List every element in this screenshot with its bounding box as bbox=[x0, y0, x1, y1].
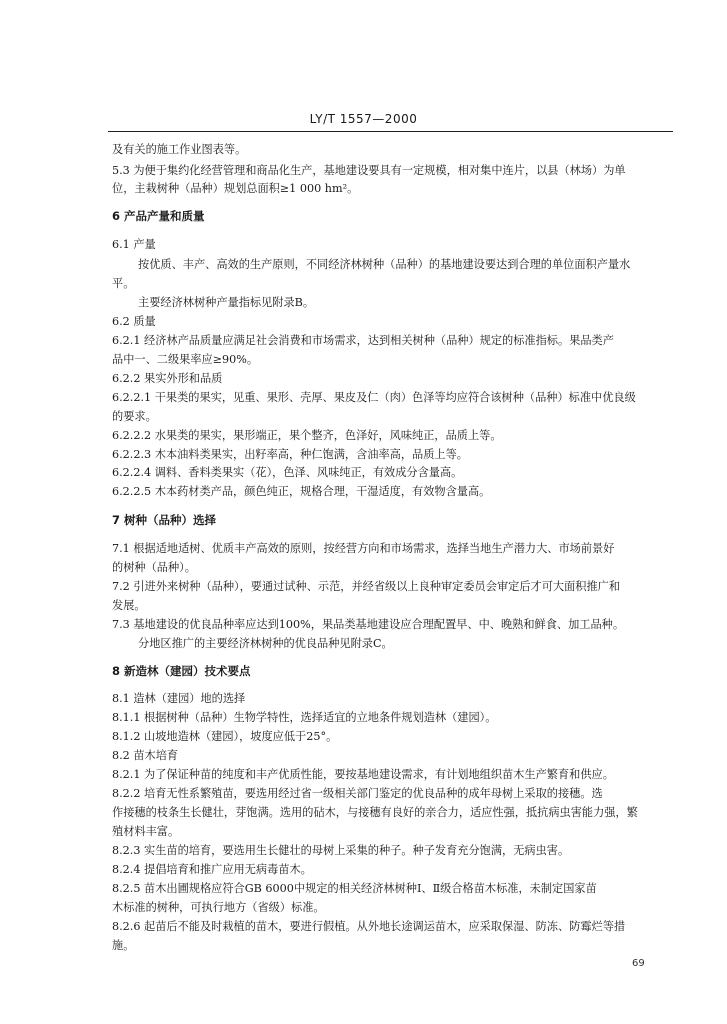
subsection-heading: 6.1 产量 bbox=[112, 238, 156, 251]
text-line: 木标准的树种，可执行地方（省级）标准。 bbox=[112, 901, 325, 914]
text-line: 平。 bbox=[112, 277, 135, 290]
text-line: 作接穗的枝条生长健壮，芽饱满。选用的砧木，与接穗有良好的亲合力，适应性强，抵抗病虫害能力强，繁 bbox=[112, 806, 638, 819]
section-heading: 8 新造林（建园）技术要点 bbox=[112, 664, 251, 678]
text-line: 分地区推广的主要经济林树种的优良品种见附录C。 bbox=[138, 637, 393, 650]
clause-6-2-2-5: 6.2.2.5 木本药材类产品，颜色纯正，规格合理，干湿适度，有效物含量高。 bbox=[112, 485, 491, 498]
clause-5-3: 5.3 为便于集约化经营管理和商品化生产，基地建设要具有一定规模，相对集中连片，以县（林场）为单 bbox=[112, 164, 626, 177]
text-line: 按优质、丰产、高效的生产原则，不同经济林树种（品种）的基地建设要达到合理的单位面积产量水 bbox=[138, 258, 631, 271]
clause-8-1-1: 8.1.1 根据树种（品种）生物学特性，选择适宜的立地条件规划造林（建园）。 bbox=[112, 711, 497, 724]
text-line: 的树种（品种）。 bbox=[112, 561, 196, 574]
clause-6-2-1: 6.2.1 经济林产品质量应满足社会消费和市场需求，达到相关树种（品种）规定的标准指标。果品类产 bbox=[112, 334, 614, 347]
clause-6-2-2-1: 6.2.2.1 干果类的果实，见重、果形、壳厚、果皮及仁（肉）色泽等均应符合该树种（品种）标准中优良级 bbox=[112, 391, 636, 404]
clause-6-2-2-3: 6.2.2.3 木本油料类果实，出籽率高，种仁饱满，含油率高，品质上等。 bbox=[112, 448, 468, 461]
subsection-heading: 8.2 苗木培育 bbox=[112, 749, 179, 762]
text-line: 施。 bbox=[112, 939, 135, 952]
clause-8-2-4: 8.2.4 提倡培育和推广应用无病毒苗木。 bbox=[112, 863, 312, 876]
subsection-heading: 6.2 质量 bbox=[112, 315, 156, 328]
clause-7-2: 7.2 引进外来树种（品种），要通过试种、示范，并经省级以上良种审定委员会审定后才可大面积推广和 bbox=[112, 580, 621, 593]
clause-8-1-2: 8.1.2 山坡地造林（建园），坡度应低于25°。 bbox=[112, 730, 338, 743]
text-line: 主要经济林树种产量指标见附录B。 bbox=[138, 296, 315, 309]
section-heading: 6 产品产量和质量 bbox=[112, 209, 205, 223]
clause-8-2-1: 8.2.1 为了保证种苗的纯度和丰产优质性能，要按基地建设需求，有计划地组织苗木生产繁育和供应。 bbox=[112, 768, 614, 781]
clause-8-2-3: 8.2.3 实生苗的培育，要选用生长健壮的母树上采集的种子。种子发育充分饱满，无病虫害。 bbox=[112, 844, 570, 857]
text-line: 及有关的施工作业图表等。 bbox=[112, 143, 247, 156]
subsection-heading: 8.1 造林（建园）地的选择 bbox=[112, 692, 246, 705]
section-heading: 7 树种（品种）选择 bbox=[112, 513, 217, 527]
clause-8-2-2: 8.2.2 培育无性系繁殖苗，要选用经过省一级相关部门鉴定的优良品种的成年母树上采取的接穗。选 bbox=[112, 787, 603, 800]
text-line: 位，主栽树种（品种）规划总面积≥1 000 hm²。 bbox=[112, 182, 359, 195]
standard-number: LY/T 1557—2000 bbox=[309, 112, 418, 126]
clause-7-3: 7.3 基地建设的优良品种率应达到100%，果品类基地建设应合理配置早、中、晚熟和鲜食、加工品种。 bbox=[112, 618, 625, 631]
text-line: 品中一、二级果率应≥90%。 bbox=[112, 353, 259, 366]
clause-7-1: 7.1 根据适地适树、优质丰产高效的原则，按经营方向和市场需求，选择当地生产潜力大、市场前景好 bbox=[112, 542, 615, 555]
clause-6-2-2: 6.2.2 果实外形和品质 bbox=[112, 372, 223, 385]
clause-6-2-2-4: 6.2.2.4 调料、香料类果实（花），色泽、风味纯正，有效成分含量高。 bbox=[112, 466, 463, 479]
clause-8-2-6: 8.2.6 起苗后不能及时栽植的苗木，要进行假植。从外地长途调运苗木，应采取保湿、防冻、防霉烂等措 bbox=[112, 920, 626, 933]
clause-6-2-2-2: 6.2.2.2 水果类的果实，果形端正，果个整齐，色泽好，风味纯正，品质上等。 bbox=[112, 429, 502, 442]
text-line: 殖材料丰富。 bbox=[112, 825, 180, 838]
page-number: 69 bbox=[632, 958, 645, 969]
text-line: 发展。 bbox=[112, 599, 146, 612]
text-line: 的要求。 bbox=[112, 410, 157, 423]
clause-8-2-5: 8.2.5 苗木出圃规格应符合GB 6000中规定的相关经济林树种Ⅰ、Ⅱ级合格苗木标准，未制定国家苗 bbox=[112, 882, 597, 895]
header-rule bbox=[108, 131, 673, 132]
